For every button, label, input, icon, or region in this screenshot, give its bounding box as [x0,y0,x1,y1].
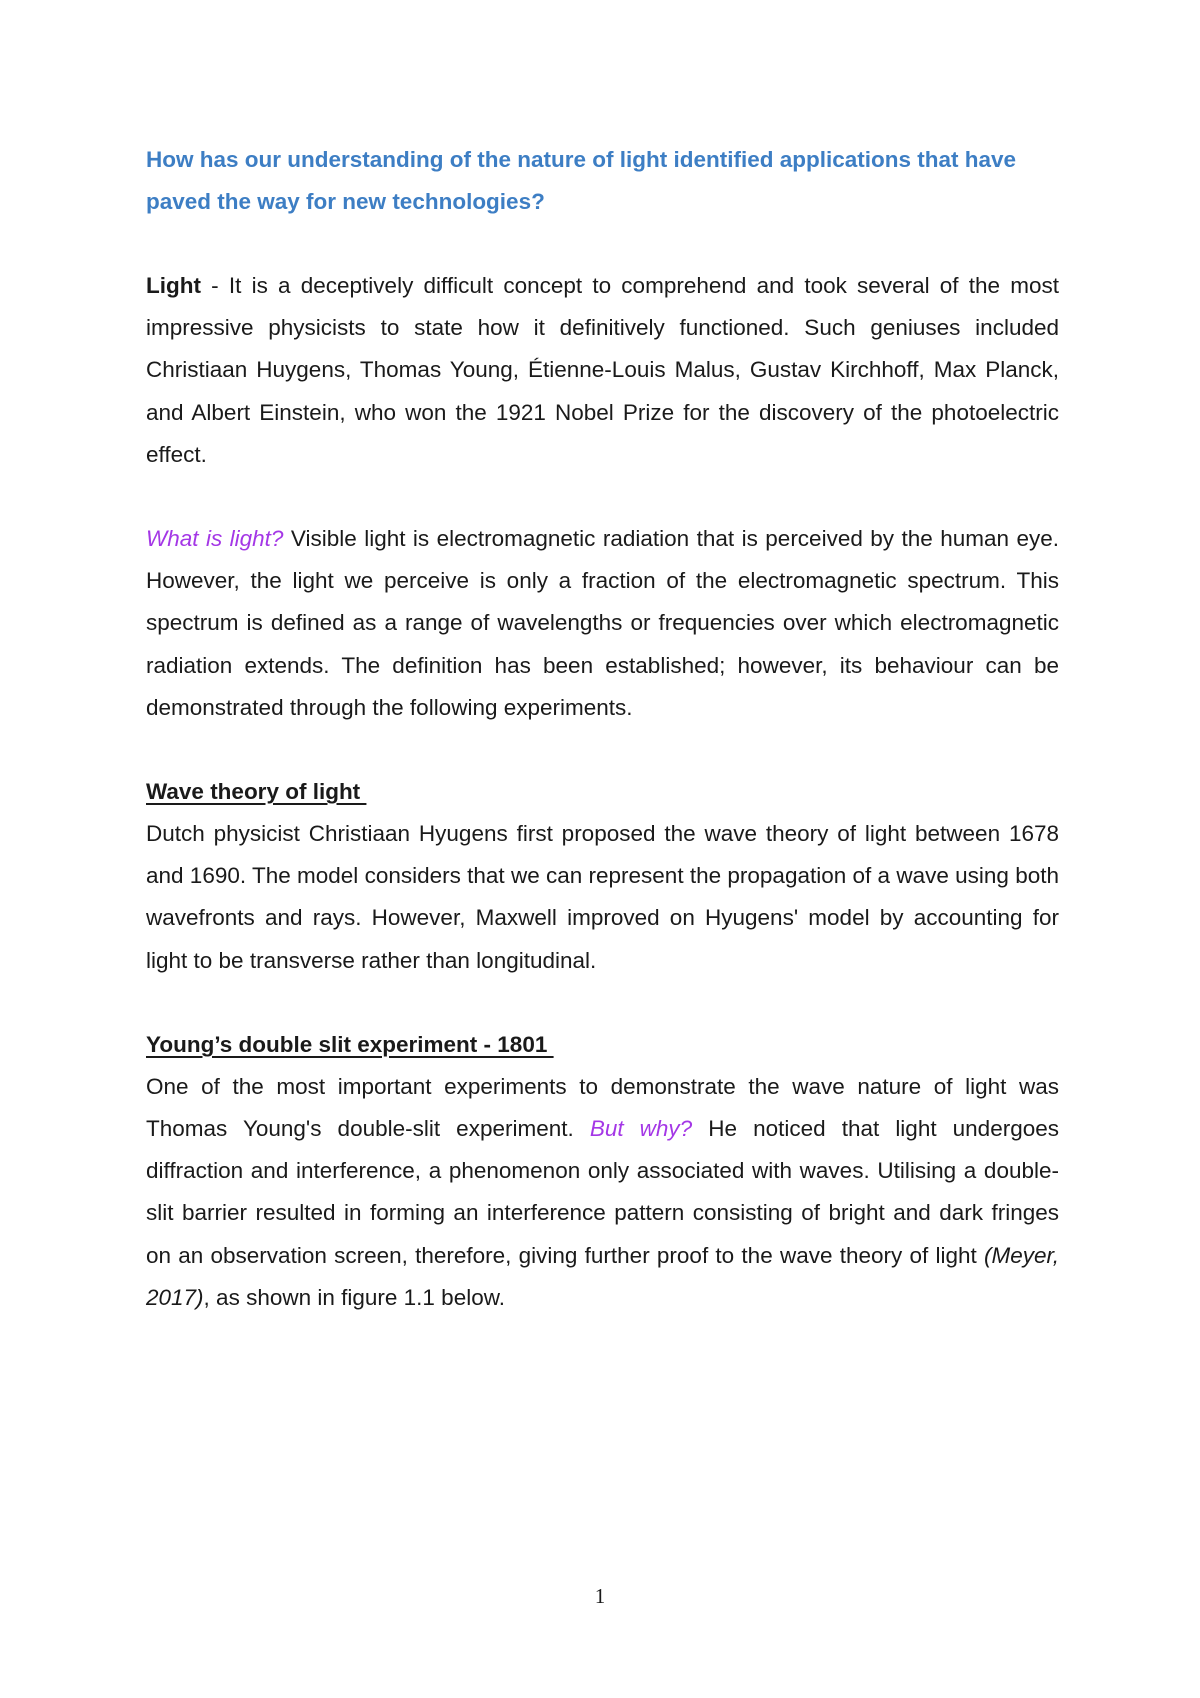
document-title: How has our understanding of the nature of light identified applications that have paved the way for new technologies? [146,147,1017,214]
intro-paragraph [146,265,1059,476]
spacer [146,982,1059,1024]
young-experiment-heading: Young’s double slit experiment - 1801 [146,1031,554,1057]
young-text-middle: He noticed that light undergoes diffraction and interference, a phenomenon only associated with waves. Utilising a double-slit barrier resulted in forming an interference pattern consisting of bright and dark fringes on an observation screen, therefore, giving further proof to the wave theory of light [146,1116,1059,1268]
intro-text: - It is a deceptively difficult concept to comprehend and took several of the most impressive physicists to state how it definitively functioned. Such geniuses included Christiaan Huygens, Thomas Young, Étienne-Louis Malus, Gustav Kirchhoff, Max Planck, and Albert Einstein, who won the 1921 Nobel Prize for the discovery of the photoelectric effect. [146,273,1059,467]
spacer [146,223,1059,265]
what-is-light-text: Visible light is electromagnetic radiation that is perceived by the human eye. However, the light we perceive is only a fraction of the electromagnetic spectrum. This spectrum is defined as a range of wavelengths or frequencies over which electromagnetic radiation extends. The definition has been established; however, its behaviour can be demonstrated through the following experiments. [146,526,1059,720]
young-citation: (Meyer, 2017) [146,1242,1059,1310]
spacer [146,476,1059,518]
young-question: But why? [589,1116,693,1142]
what-is-light-paragraph [146,518,1059,729]
page-number: 1 [594,1584,606,1608]
young-text-before: One of the most important experiments to demonstrate the wave nature of light was Thomas Young's double-slit experiment. [146,1073,1059,1142]
young-text-after: , as shown in figure 1.1 below. [203,1284,505,1310]
wave-theory-paragraph: Dutch physicist Christiaan Hyugens first proposed the wave theory of light between 1678 and 1690. The model considers that we can represent the propagation of a wave using both wavefronts and rays. However, Maxwell improved on Hyugens' model by accounting for light to be transverse rather than longitudinal. [146,821,1059,973]
spacer [146,729,1059,771]
intro-term: Light [146,273,201,298]
document-body [146,139,1059,1319]
young-experiment-paragraph [146,1066,1059,1319]
what-is-light-question: What is light? [146,526,284,552]
wave-theory-heading: Wave theory of light [146,779,367,805]
